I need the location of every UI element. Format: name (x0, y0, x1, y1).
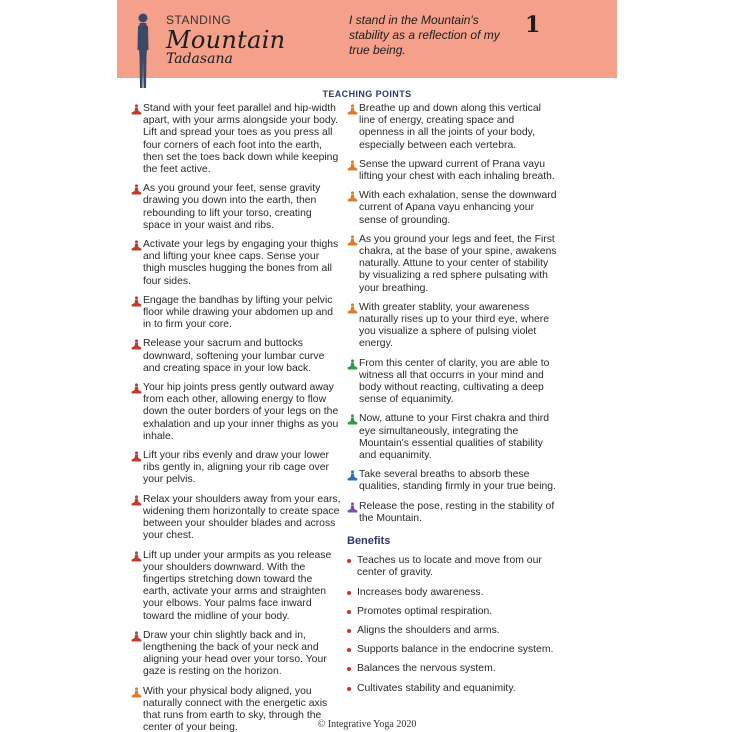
benefits-list (347, 555, 557, 695)
red-yogi-icon (131, 296, 142, 307)
affirmation: I stand in the Mountain's stability as a reflection of my true being. (349, 13, 500, 57)
teaching-point-text: Now, attune to your First chakra and third eye simultaneously, integrating the Mountain's essential qualities of stability and equanimity. (359, 413, 550, 462)
teaching-point-text: Your hip joints press gently outward away from each other, allowing energy to flow down the outer borders of your legs on the exhalation and up your inner thighs as you inhale. (143, 382, 339, 442)
teaching-point-text: Relax your shoulders away from your ears, widening them horizontally to create space between your shoulder blades and across your chest. (143, 493, 341, 542)
red-yogi-icon (131, 184, 142, 195)
teaching-point (347, 190, 557, 227)
benefit-text: Cultivates stability and equanimity. (357, 682, 516, 694)
teaching-point-text: As you ground your legs and feet, the First chakra, at the base of your spine, awakens naturally. Attune to your center of stability by visualizing a red sphere pulsating with your breathing. (359, 233, 557, 294)
teaching-point (131, 183, 341, 232)
bullet-icon (347, 667, 351, 671)
teaching-point-text: Release the pose, resting in the stability of the Mountain. (359, 500, 555, 524)
orange-yogi-icon (347, 191, 358, 202)
benefit-item (347, 606, 557, 618)
red-yogi-icon (131, 451, 142, 462)
teaching-point-text: As you ground your feet, sense gravity drawing you down into the earth, then rebounding to lift your torso, creating space in your waist and ribs. (143, 183, 321, 231)
blue-yogi-icon (347, 470, 358, 481)
red-yogi-icon (131, 495, 142, 506)
teaching-point (347, 413, 557, 462)
orange-yogi-icon (347, 160, 358, 171)
teaching-point (347, 469, 557, 493)
orange-yogi-icon (131, 687, 142, 698)
red-yogi-icon (131, 104, 142, 115)
teaching-points-heading: TEACHING POINTS (322, 89, 412, 99)
teaching-point (131, 494, 341, 543)
teaching-point-text: Draw your chin slightly back and in, lengthening the back of your neck and aligning your head over your torso. Your gaze is resting on the horizon. (143, 629, 327, 678)
benefit-item (347, 644, 557, 656)
pose-card (117, 0, 617, 732)
red-yogi-icon (131, 551, 142, 562)
benefit-item (347, 663, 557, 675)
teaching-point (347, 302, 557, 351)
benefit-item (347, 625, 557, 637)
teaching-point (347, 103, 557, 152)
teaching-point-text: With your physical body aligned, you naturally connect with the energetic axis that runs from earth to sky, through the center of your being. (143, 685, 328, 732)
teaching-point (131, 338, 341, 375)
teaching-point-text: Sense the upward current of Prana vayu lifting your chest with each inhaling breath. (359, 158, 555, 183)
pose-category: STANDING (166, 13, 232, 27)
teaching-point (131, 295, 341, 332)
teaching-point (347, 358, 557, 407)
red-yogi-icon (131, 631, 142, 642)
teaching-point-text: With each exhalation, sense the downward current of Apana vayu enhancing your sense of grounding. (359, 190, 557, 226)
pose-name: Mountain (166, 26, 286, 54)
red-yogi-icon (131, 240, 142, 251)
violet-yogi-icon (347, 502, 358, 513)
bullet-icon (347, 687, 351, 691)
copyright: © Integrative Yoga 2020 (317, 719, 417, 730)
red-yogi-icon (131, 383, 142, 394)
bullet-icon (347, 591, 351, 595)
benefit-text: Supports balance in the endocrine system. (357, 644, 554, 656)
teaching-point (131, 550, 341, 623)
bullet-icon (347, 610, 351, 614)
teaching-point (347, 234, 557, 295)
benefit-item (347, 555, 557, 579)
pose-sanskrit-name: Tadasana (166, 51, 233, 67)
benefit-text: Aligns the shoulders and arms. (357, 624, 500, 636)
teaching-point-text: Lift your ribs evenly and draw your lower ribs gently in, aligning your rib cage over your pelvis. (143, 450, 329, 486)
green-yogi-icon (347, 414, 358, 425)
teaching-points-right-column (347, 103, 557, 702)
orange-yogi-icon (347, 303, 358, 314)
teaching-point-text: Breathe up and down along this vertical line of energy, creating space and openness in all the joints of your body, especially between each vertebra. (359, 103, 541, 151)
teaching-point (131, 450, 341, 487)
teaching-point-text: Lift up under your armpits as you release your shoulders downward. With the fingertips stretching down toward the earth, activate your arms and straighten your elbows. Your palms face inward toward the midline of your body. (143, 549, 332, 622)
teaching-point (131, 630, 341, 679)
benefit-text: Teaches us to locate and move from our center of gravity. (357, 555, 542, 579)
green-yogi-icon (347, 359, 358, 370)
teaching-point (131, 382, 341, 443)
teaching-point-text: Release your sacrum and buttocks downward, softening your lumbar curve and creating space in your low back. (143, 338, 325, 374)
card-number: 1 (525, 12, 541, 38)
teaching-point-text: With greater stablity, your awareness naturally rises up to your third eye, where you visualize a sphere of pulsing violet energy. (359, 301, 550, 350)
benefit-text: Promotes optimal respiration. (357, 605, 493, 617)
teaching-point-text: Activate your legs by engaging your thighs and lifting your knee caps. Sense your thigh muscles hugging the bones from all four sides. (143, 239, 339, 287)
orange-yogi-icon (347, 235, 358, 246)
teaching-point (347, 159, 557, 183)
bullet-icon (347, 559, 351, 563)
bullet-icon (347, 629, 351, 633)
teaching-point-text: From this center of clarity, you are able to witness all that occurrs in your mind and body without reacting, cultivating a deep sense of equanimity. (359, 357, 550, 406)
teaching-point-text: Stand with your feet parallel and hip-width apart, with your arms alongside your body. Lift and spread your toes as you press all four corners of each foot into the earth, then set the toes back down while keeping the feet active. (143, 103, 339, 176)
teaching-point (131, 239, 341, 288)
teaching-point (347, 501, 557, 525)
teaching-points-left-column (131, 103, 341, 732)
benefit-text: Balances the nervous system. (357, 663, 496, 675)
teaching-point (131, 103, 341, 176)
bullet-icon (347, 648, 351, 652)
teaching-point-text: Take several breaths to absorb these qualities, standing firmly in your true being. (359, 469, 556, 493)
benefit-item (347, 683, 557, 695)
benefits-heading: Benefits (347, 535, 391, 548)
teaching-points-right-list (347, 103, 557, 525)
standing-figure-icon (133, 12, 153, 90)
teaching-point-text: Engage the bandhas by lifting your pelvic floor while drawing your abdomen up and in to firm your core. (143, 294, 334, 331)
orange-yogi-icon (347, 104, 358, 115)
red-yogi-icon (131, 339, 142, 350)
benefit-item (347, 587, 557, 599)
benefit-text: Increases body awareness. (357, 586, 484, 598)
